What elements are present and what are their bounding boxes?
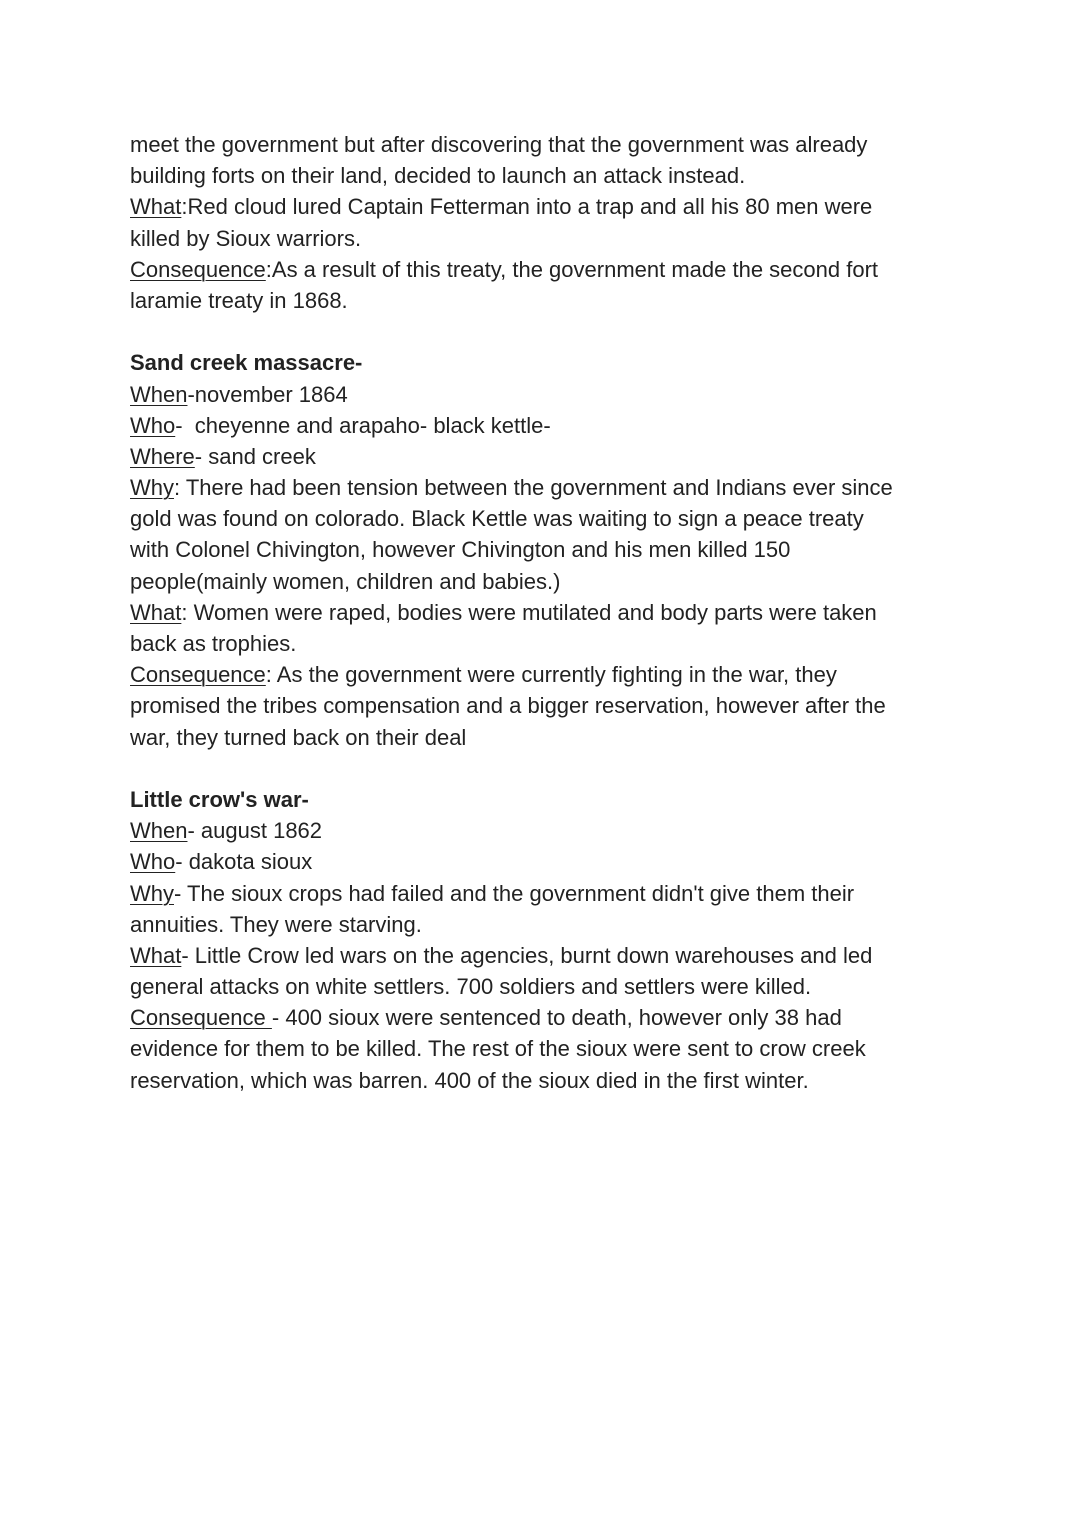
why-text: : There had been tension between the government and Indians ever since [174,475,893,501]
sand-creek-why-line-1 [130,472,960,503]
little-crow-consequence-line-2: evidence for them to be killed. The rest of the sioux were sent to crow creek [130,1036,866,1062]
intro-line-2: building forts on their land, decided to launch an attack instead. [130,163,746,189]
sand-creek-what-line-1 [130,597,960,628]
sand-creek-why-line-4: people(mainly women, children and babies.) [130,568,561,594]
sand-creek-consequence-line-2: promised the tribes compensation and a bigger reservation, however after the [130,693,886,719]
document-page [130,129,960,1096]
consequence-label: Consequence [130,1005,272,1031]
sand-creek-consequence-line-3: war, they turned back on their deal [130,724,467,750]
sand-creek-who [130,410,960,441]
sand-creek-why-line-3: with Colonel Chivington, however Chivington and his men killed 150 [130,537,791,563]
little-crow-when [130,815,960,846]
intro-line-1: meet the government but after discovering that the government was already [130,132,868,157]
sand-creek-consequence-line-1 [130,659,960,690]
what-label: What [130,942,182,968]
when-label: When [130,381,188,407]
what-text: :Red cloud lured Captain Fetterman into a trap and all his 80 men were [181,194,873,220]
intro-what-line-2: killed by Sioux warriors. [130,225,362,251]
sand-creek-when [130,379,960,410]
section-title-sand-creek: Sand creek massacre- [130,350,363,376]
who-text: - dakota sioux [175,849,313,875]
intro-what-line-1 [130,191,960,222]
who-label: Who [130,412,176,438]
when-text: -november 1864 [187,381,348,407]
what-text: : Women were raped, bodies were mutilated and body parts were taken [181,599,877,625]
consequence-label: Consequence [130,662,266,688]
section-title-little-crow: Little crow's war- [130,786,309,812]
why-label: Why [130,880,174,906]
consequence-label: Consequence [130,256,266,282]
when-text: - august 1862 [187,818,323,844]
intro-consequence-line-1 [130,254,960,285]
when-label: When [130,818,188,844]
little-crow-who [130,846,960,877]
who-text: - cheyenne and arapaho- black kettle- [175,412,551,438]
little-crow-what-line-2: general attacks on white settlers. 700 soldiers and settlers were killed. [130,974,812,1000]
little-crow-why-line-1 [130,878,960,909]
sand-creek-why-line-2: gold was found on colorado. Black Kettle was waiting to sign a peace treaty [130,506,864,532]
consequence-text: :As a result of this treaty, the government made the second fort [265,256,879,282]
who-label: Who [130,849,176,875]
where-text: - sand creek [194,443,316,469]
what-label: What [130,194,182,220]
what-label: What [130,599,182,625]
where-label: Where [130,443,195,469]
sand-creek-where [130,441,960,472]
little-crow-what-line-1 [130,940,960,971]
why-text: - The sioux crops had failed and the government didn't give them their [174,880,855,906]
little-crow-consequence-line-1 [130,1002,960,1033]
little-crow-why-line-2: annuities. They were starving. [130,911,422,937]
little-crow-consequence-line-3: reservation, which was barren. 400 of the sioux died in the first winter. [130,1067,809,1093]
why-label: Why [130,475,174,501]
section-spacer [130,753,960,784]
section-spacer [130,316,960,347]
intro-consequence-line-2: laramie treaty in 1868. [130,287,348,313]
consequence-text: - 400 sioux were sentenced to death, however only 38 had [271,1005,842,1031]
what-text: - Little Crow led wars on the agencies, burnt down warehouses and led [181,942,873,968]
consequence-text: : As the government were currently fighting in the war, they [265,662,837,688]
sand-creek-what-line-2: back as trophies. [130,631,297,656]
